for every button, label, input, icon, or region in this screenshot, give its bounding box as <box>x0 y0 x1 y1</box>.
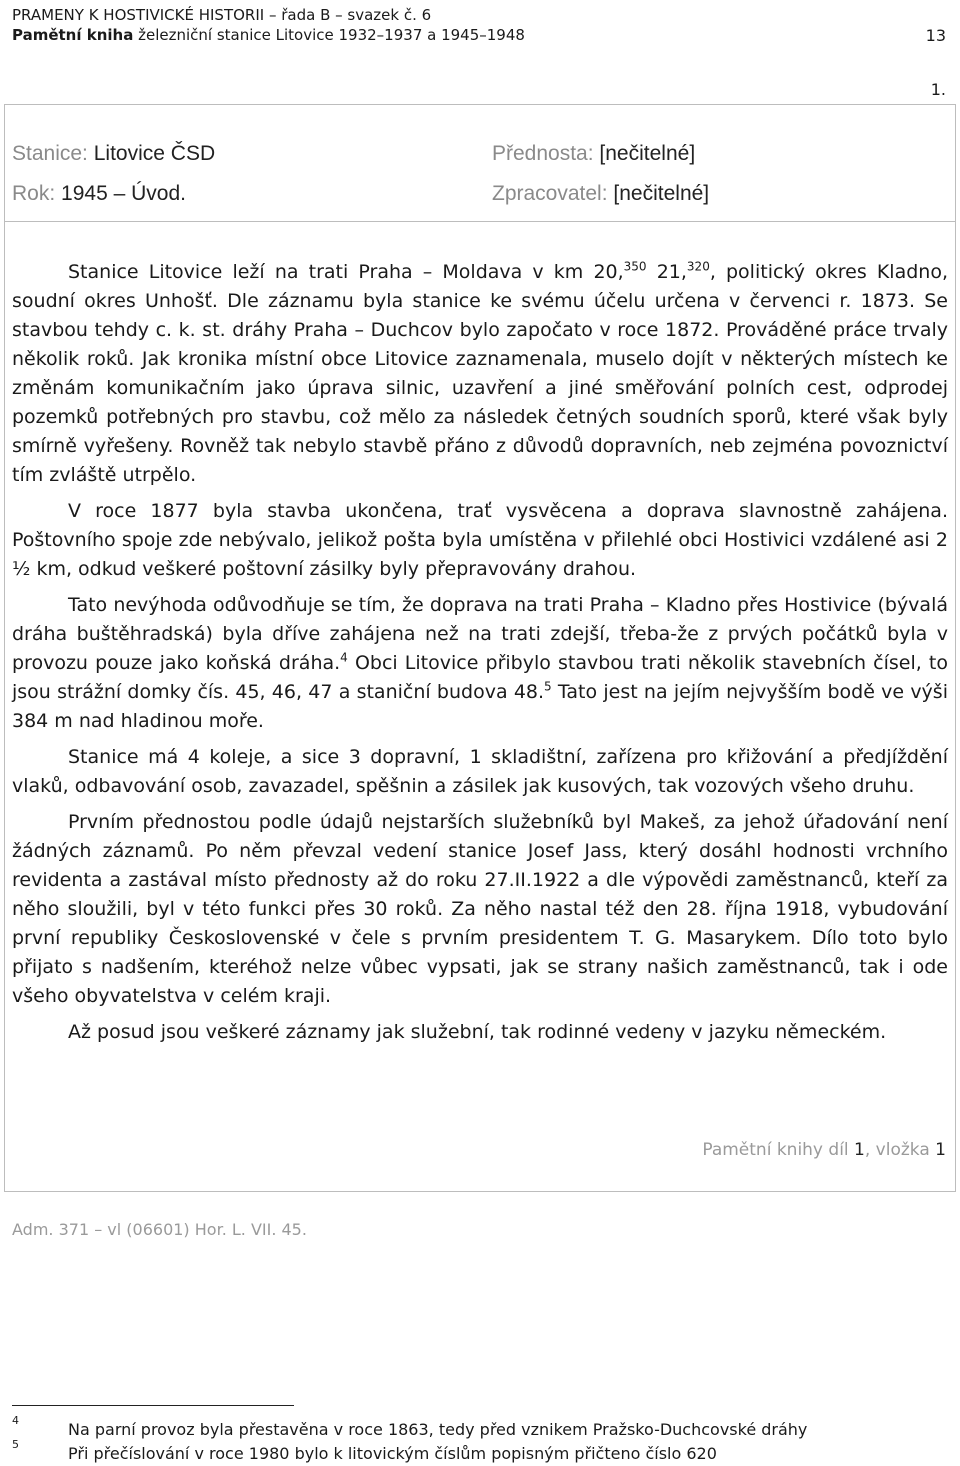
paragraph-6: Až posud jsou veškeré záznamy jak služební, tak rodinné vedeny v jazyku německém. <box>68 1021 887 1043</box>
year-field <box>12 182 186 206</box>
footnote-4-number: 4 <box>12 1414 19 1427</box>
paragraph-5: Prvním přednostou podle údajů nejstarších služebníků byl Makeš, za jehož úřadování není žádných záznamů. Po něm převzal vedení stanice Josef Jass, který dosáhl hodnosti vrchního revidenta a zastával místo přednosty až do roku 27.II.1922 a dle výpovědi zaměstnanců, kteří za něho sloužili, byl v této funkci přes 30 roků. Za něho nastal též den 28. října 1918, vybudování první republiky Československé v čele s prvním presidentem T. G. Masarykem. Dílo toto bylo přijato s nadšením, kteréhož nelze vůbec vypsati, jak se strany našich zaměstnanců, tak i ode všeho obyvatelstva v celém kraji. <box>12 811 948 1007</box>
footnote-ref-5[interactable]: 5 <box>544 679 552 694</box>
footnote-4-text: Na parní provoz byla přestavěna v roce 1863, tedy před vznikem Pražsko-Duchcovské dráhy <box>68 1420 808 1439</box>
source-insert: 1 <box>935 1140 946 1160</box>
document-title <box>12 26 525 44</box>
paragraph-1-text-a: Stanice Litovice leží na trati Praha – Moldava v km 20, <box>68 261 624 283</box>
footnote-5-text: Při přečíslování v roce 1980 bylo k litovickým číslům popisným přičteno číslo 620 <box>68 1444 717 1463</box>
km-superscript-1: 350 <box>623 259 647 274</box>
km-superscript-2: 320 <box>686 259 710 274</box>
page-number: 13 <box>925 26 946 45</box>
paragraph-1-text-b: 21, <box>646 261 687 283</box>
series-title: PRAMENY K HOSTIVICKÉ HISTORII – řada B – svazek č. 6 <box>12 6 432 24</box>
year-value: 1945 – Úvod. <box>61 182 186 205</box>
paragraph-3-text-a: Tato nevýhoda odůvodňuje se tím, že doprava na trati Praha – Kladno přes Hostivice (bývalá dráha buštěhradská) byla dříve zahájena než na trati zdejší, třeba-že z prvých počátků byla v provozu pouze jako koňská dráha. <box>12 594 948 674</box>
source-label-a: Pamětní knihy díl <box>702 1140 855 1160</box>
frame-separator <box>4 221 956 222</box>
editor-value: [nečitelné] <box>613 182 710 205</box>
footnote-divider <box>12 1405 294 1406</box>
paragraph-1 <box>12 258 948 490</box>
paragraph-1-text-c: , politický okres Kladno, soudní okres Unhošť. Dle záznamu byla stanice ke svému účelu určena v červenci r. 1873. Se stavbou tehdy c. k. st. dráhy Praha – Duchcov bylo započato v roce 1872. Prováděné práce trvaly několik roků. Jak kronika místní obce Litovice zaznamenala, muselo dojít v některých místech ke změnám komunikačním jako úprava silnic, uzavření a jiné směřování polních cest, odprodej pozemků potřebných pro stavbu, což mělo za následek četných soudních sporů, které však byly smírně vyřešeny. Rovněž tak nebylo stavbě přáno z důvodů dopravních, neb zejména povoznictví tím zvláště utrpělo. <box>12 261 948 486</box>
footnote-ref-4[interactable]: 4 <box>340 650 348 665</box>
editor-label: Zpracovatel: <box>492 182 608 205</box>
source-reference <box>702 1140 946 1160</box>
entry-number: 1. <box>930 80 946 99</box>
entry-body <box>12 258 948 1047</box>
admin-reference: Adm. 371 – vl (06601) Hor. L. VII. 45. <box>12 1220 307 1239</box>
station-label: Stanice: <box>12 142 88 165</box>
chief-value: [nečitelné] <box>599 142 696 165</box>
paragraph-3-text-c: Tato jest na jejím nejvyšším bodě ve výši 384 m nad hladinou moře. <box>12 681 948 732</box>
station-field <box>12 142 215 166</box>
station-value: Litovice ČSD <box>93 142 216 165</box>
paragraph-3 <box>12 591 948 736</box>
chief-field <box>492 142 695 166</box>
paragraph-2: V roce 1877 byla stavba ukončena, trať vysvěcena a doprava slavnostně zahájena. Poštovního spoje zde nebývalo, jelikož pošta byla umístěna v přilehlé obci Hostivici vzdálené asi 2 ½ km, odkud veškeré poštovní zásilky byly přepravovány drahou. <box>12 500 948 580</box>
paragraph-4: Stanice má 4 koleje, a sice 3 dopravní, 1 skladištní, zařízena pro křižování a předjíždění vlaků, odbavování osob, zavazadel, spěšnin a zásilek jak kusových, tak vozových všeho druhu. <box>12 746 948 797</box>
source-label-b: , vložka <box>864 1140 936 1160</box>
chief-label: Přednosta: <box>492 142 594 165</box>
document-title-bold: Pamětní kniha <box>12 26 134 44</box>
paragraph-3-text-b: Obci Litovice přibylo stavbou trati několik stavebních čísel, to jsou strážní domky čís. 45, 46, 47 a staniční budova 48. <box>12 652 948 703</box>
editor-field <box>492 182 709 206</box>
document-title-rest: železniční stanice Litovice 1932–1937 a 1945–1948 <box>133 26 525 44</box>
footnote-5-number: 5 <box>12 1438 19 1451</box>
source-part: 1 <box>854 1140 865 1160</box>
year-label: Rok: <box>12 182 56 205</box>
